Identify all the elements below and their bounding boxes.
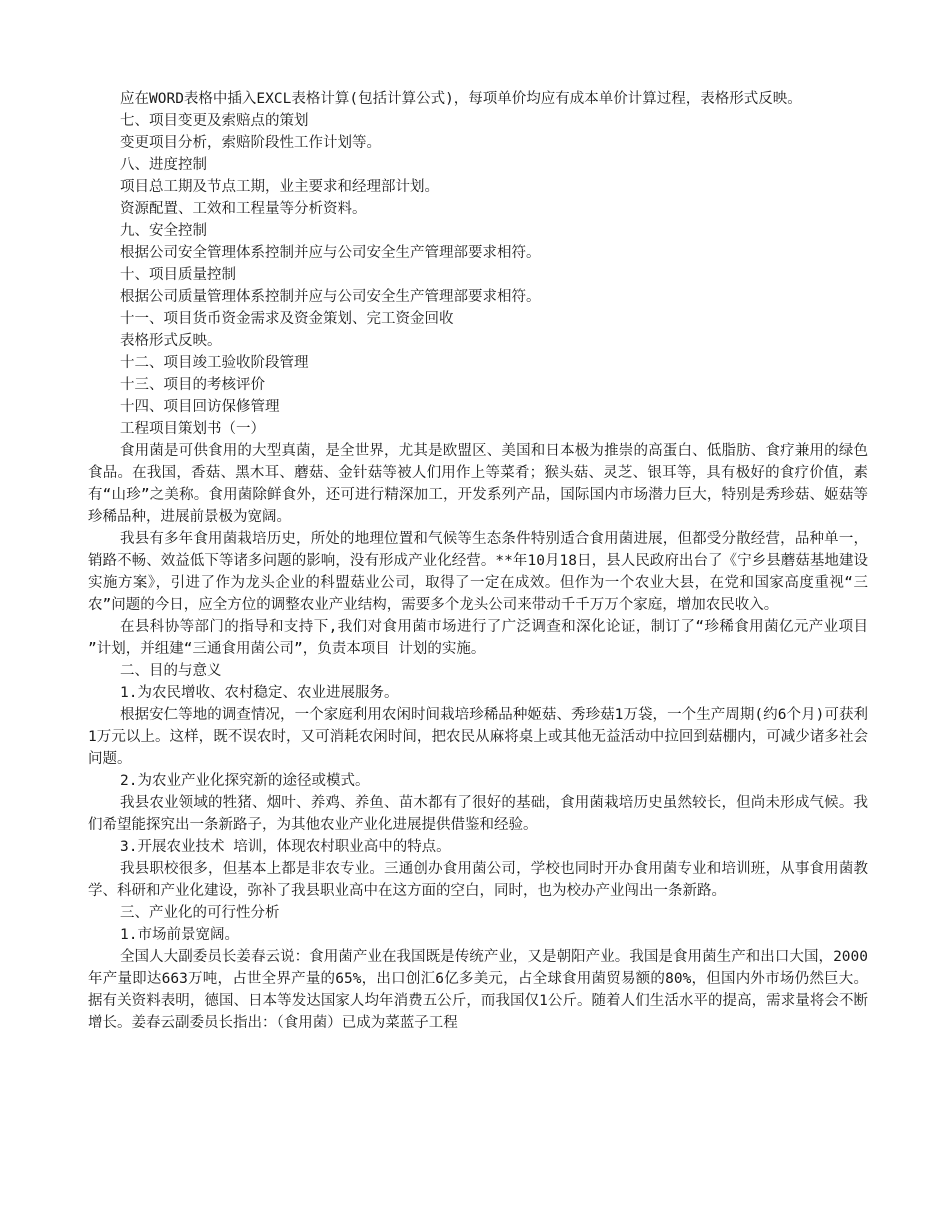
paragraph: 十三、项目的考核评价 (120, 377, 265, 393)
paragraph: 2.为农业产业化探究新的途径或模式。 (120, 773, 370, 789)
paragraph: 1.市场前景宽阔。 (120, 927, 239, 943)
paragraph: 七、项目变更及索赔点的策划 (120, 113, 309, 129)
paragraph: 二、目的与意义 (120, 663, 222, 679)
paragraph: 食用菌是可供食用的大型真菌，是全世界，尤其是欧盟区、美国和日本极为推崇的高蛋白、低脂肪、食疗兼用的绿色食品。在我国，香菇、黑木耳、蘑菇、金针菇等被人们用作上等菜肴；猴头菇、灵芝、银耳等，具有极好的食疗价值，素有“山珍”之美称。食用菌除鲜食外，还可进行精深加工，开发系列产品，国际国内市场潜力巨大，特别是秀珍菇、姬菇等珍稀品种，进展前景极为宽阔。 (88, 443, 868, 525)
paragraph: 十四、项目回访保修管理 (120, 399, 280, 415)
paragraph: 在县科协等部门的指导和支持下,我们对食用菌市场进行了广泛调查和深化论证，制订了“珍稀食用菌亿元产业项目 ”计划，并组建“三通食用菌公司”，负责本项目 计划的实施。 (88, 619, 868, 657)
document-body (88, 88, 868, 1034)
paragraph: 三、产业化的可行性分析 (120, 905, 280, 921)
paragraph: 资源配置、工效和工程量等分析资料。 (120, 201, 367, 217)
paragraph: 1.为农民增收、农村稳定、农业进展服务。 (120, 685, 399, 701)
paragraph: 工程项目策划书（一） (120, 421, 265, 437)
paragraph: 我县有多年食用菌栽培历史，所处的地理位置和气候等生态条件特别适合食用菌进展，但都受分散经营，品种单一，销路不畅、效益低下等诸多问题的影响，没有形成产业化经营。**年10月18日，县人民政府出台了《宁乡县蘑菇基地建设实施方案》，引进了作为龙头企业的科盟菇业公司，取得了一定在成效。但作为一个农业大县，在党和国家高度重视“三农”问题的今日，应全方位的调整农业产业结构，需要多个龙头公司来带动千千万万个家庭，增加农民收入。 (88, 531, 868, 613)
paragraph: 根据公司质量管理体系控制并应与公司安全生产管理部要求相符。 (120, 289, 541, 305)
paragraph: 十、项目质量控制 (120, 267, 236, 283)
paragraph: 应在WORD表格中插入EXCL表格计算(包括计算公式)，每项单价均应有成本单价计算过程，表格形式反映。 (120, 91, 802, 107)
paragraph: 根据安仁等地的调查情况，一个家庭利用农闲时间栽培珍稀品种姬菇、秀珍菇1万袋，一个生产周期(约6个月)可获利1万元以上。这样，既不误农时，又可消耗农闲时间，把农民从麻将桌上或其他无益活动中拉回到菇棚内，可减少诸多社会问题。 (88, 707, 868, 767)
paragraph: 十一、项目货币资金需求及资金策划、完工资金回收 (120, 311, 454, 327)
paragraph: 全国人大副委员长姜春云说：食用菌产业在我国既是传统产业，又是朝阳产业。我国是食用菌生产和出口大国，2000年产量即达663万吨，占世全界产量的65%，出口创汇6亿多美元，占全球食用菌贸易额的80%，但国内外市场仍然巨大。据有关资料表明，德国、日本等发达国家人均年消费五公斤，而我国仅1公斤。随着人们生活水平的提高，需求量将会不断增长。姜春云副委员长指出：（食用菌）已成为菜蓝子工程 (88, 949, 868, 1031)
paragraph: 项目总工期及节点工期，业主要求和经理部计划。 (120, 179, 439, 195)
paragraph: 我县农业领域的牲猪、烟叶、养鸡、养鱼、苗木都有了很好的基础，食用菌栽培历史虽然较长，但尚未形成气候。我们希望能探究出一条新路子，为其他农业产业化进展提供借鉴和经验。 (88, 795, 868, 833)
paragraph: 我县职校很多，但基本上都是非农专业。三通创办食用菌公司，学校也同时开办食用菌专业和培训班，从事食用菌教学、科研和产业化建设，弥补了我县职业高中在这方面的空白，同时，也为校办产业闯出一条新路。 (88, 861, 868, 899)
paragraph: 3.开展农业技术 培训，体现农村职业高中的特点。 (120, 839, 451, 855)
paragraph: 九、安全控制 (120, 223, 207, 239)
paragraph: 变更项目分析，索赔阶段性工作计划等。 (120, 135, 381, 151)
paragraph: 根据公司安全管理体系控制并应与公司安全生产管理部要求相符。 (120, 245, 541, 261)
paragraph: 八、进度控制 (120, 157, 207, 173)
paragraph: 十二、项目竣工验收阶段管理 (120, 355, 309, 371)
paragraph: 表格形式反映。 (120, 333, 222, 349)
